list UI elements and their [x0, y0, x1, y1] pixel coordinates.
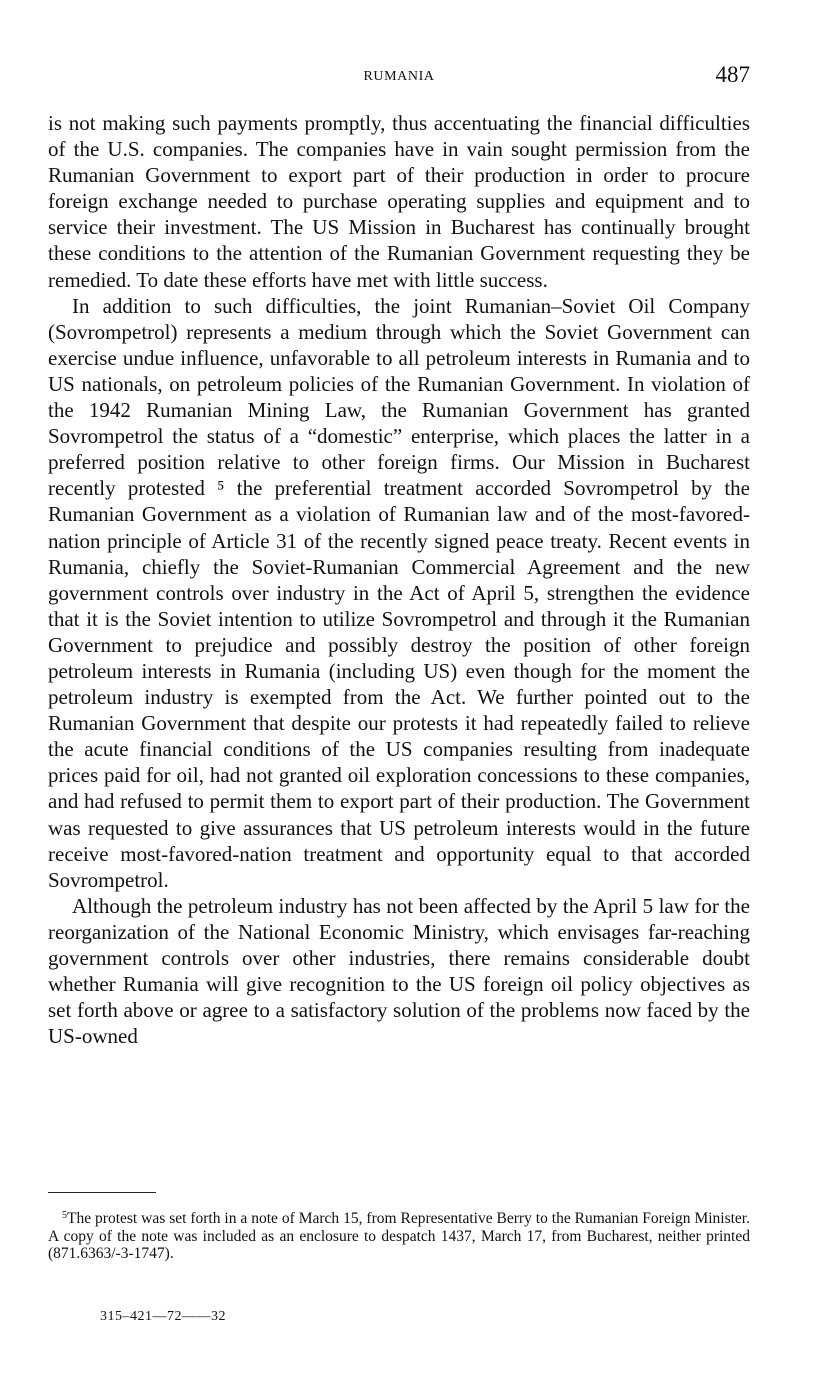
- paragraph-sovrompetrol: In addition to such difficulties, the joint Rumanian–Soviet Oil Company (Sovrompetrol) represents a medium through which the Soviet Government can exercise undue influence, unfavorable to all petroleum interests in Rumania and to US nationals, on petroleum policies of the Rumanian Government. In violation of the 1942 Rumanian Mining Law, the Rumanian Government has granted Sovrompetrol the status of a “domestic” enterprise, which places the latter in a preferred position relative to other foreign firms. Our Mission in Bucharest recently protested ⁵ the preferential treatment accorded Sovrompetrol by the Rumanian Government as a violation of Rumanian law and of the most-favored-nation principle of Article 31 of the recently signed peace treaty. Recent events in Rumania, chiefly the Soviet-Rumanian Commercial Agreement and the new government controls over industry in the Act of April 5, strengthen the evidence that it is the Soviet intention to utilize Sovrompetrol and through it the Rumanian Government to prejudice and possibly destroy the position of other foreign petroleum interests in Rumania (including US) even though for the moment the petroleum industry is exempted from the Act. We further pointed out to the Rumanian Government that despite our protests it had repeatedly failed to relieve the acute financial conditions of the US companies resulting from inadequate prices paid for oil, had not granted oil exploration concessions to these companies, and had refused to permit them to export part of their production. The Government was requested to give assurances that US petroleum interests would in the future receive most-favored-nation treatment and opportunity equal to that accorded Sovrompetrol.: [48, 293, 750, 892]
- running-title: RUMANIA: [363, 69, 435, 84]
- footnote-text: The protest was set forth in a note of March 15, from Representative Berry to the Rumanian Foreign Minister. A copy of the note was included as an enclosure to despatch 1437, March 17, from Bucharest, neither printed (871.6363/-3-1747).: [48, 1210, 750, 1263]
- page-number: 487: [715, 62, 750, 87]
- footnote-marker: 5: [62, 1210, 67, 1221]
- running-head: [48, 62, 750, 92]
- paragraph-petroleum-industry: Although the petroleum industry has not been affected by the April 5 law for the reorganization of the National Economic Ministry, which envisages far-reaching government controls over other industries, there remains considerable doubt whether Rumania will give recognition to the US foreign oil policy objectives as set forth above or agree to a satisfactory solution of the problems now faced by the US-owned: [48, 893, 750, 1049]
- footnote-rule: [48, 1192, 156, 1193]
- footnote: [48, 1210, 750, 1263]
- paragraph-continuation: is not making such payments promptly, thus accentuating the financial difficulties of the U.S. companies. The companies have in vain sought permission from the Rumanian Government to export part of their production in order to procure foreign exchange needed to purchase operating supplies and equipment and to service their investment. The US Mission in Bucharest has continually brought these conditions to the attention of the Rumanian Government requesting they be remedied. To date these efforts have met with little success.: [48, 111, 750, 292]
- printer-signature: 315–421—72——32: [100, 1309, 226, 1324]
- footnotes: [48, 1210, 750, 1263]
- body-text: [48, 110, 750, 1049]
